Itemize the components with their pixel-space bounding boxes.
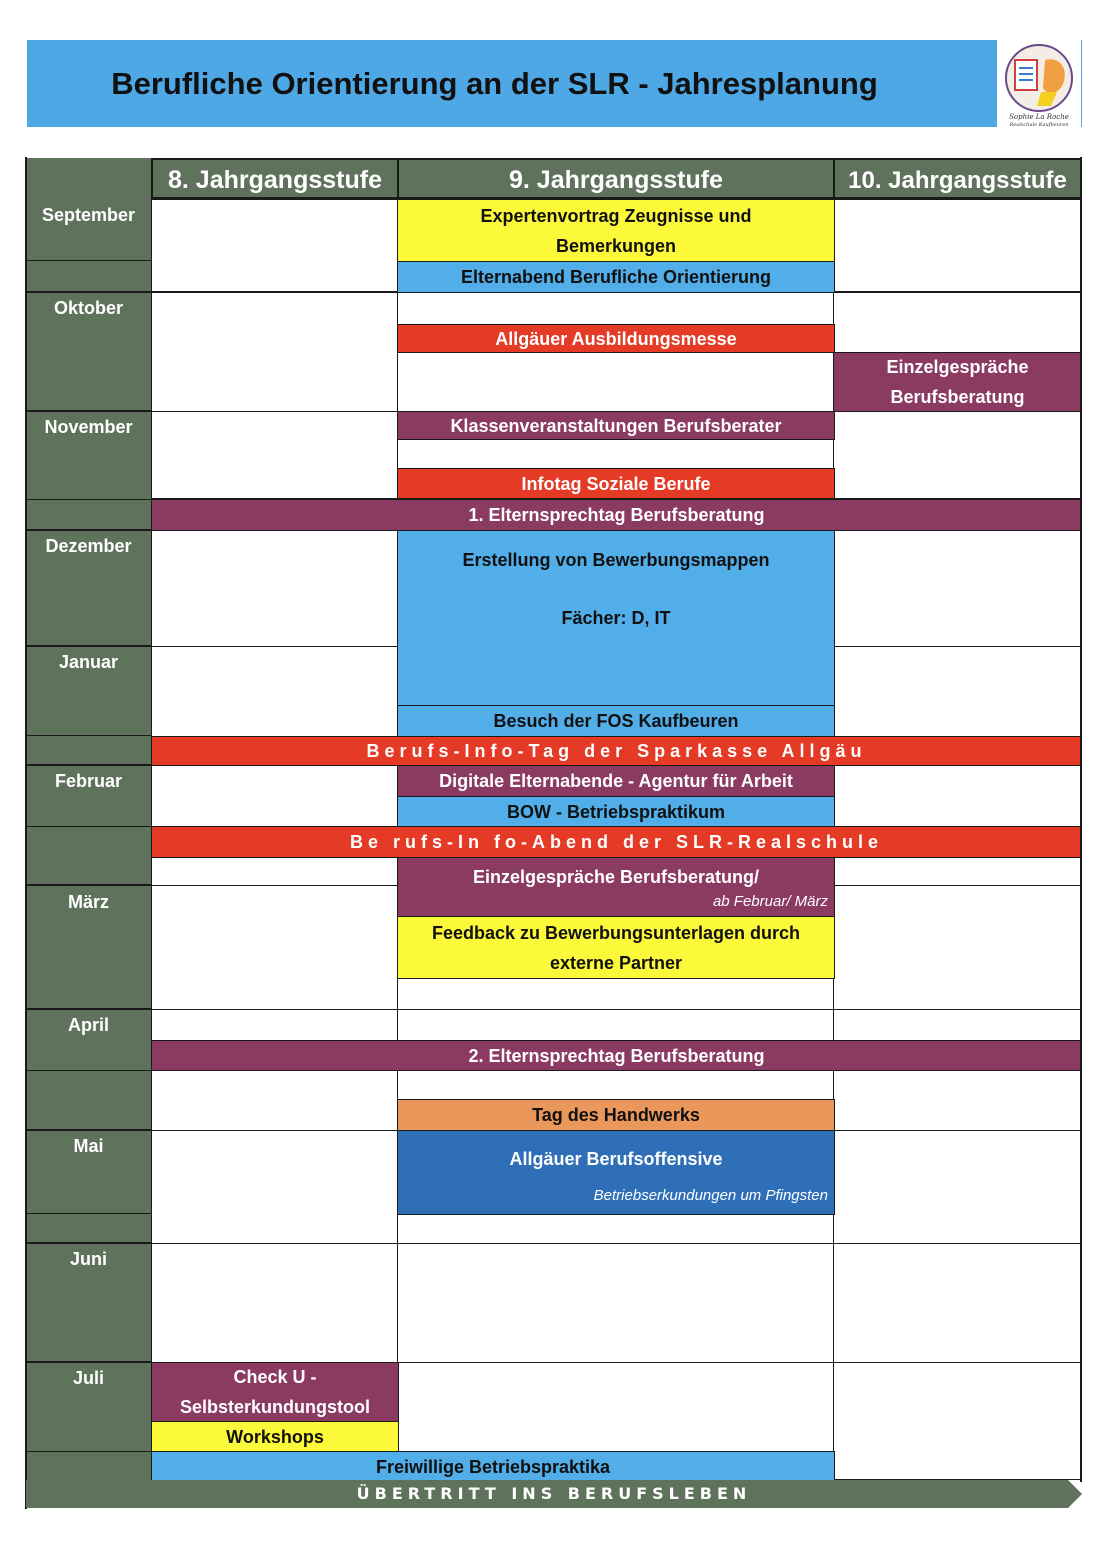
- cell-10-mai: [833, 1130, 1082, 1244]
- cell-10-februar: [833, 765, 1082, 827]
- cell-8-juni: [151, 1243, 399, 1363]
- cell-10-januar: [833, 646, 1082, 737]
- cell-10-juli: [833, 1362, 1082, 1480]
- cell-8-april-end: [151, 1070, 399, 1131]
- event-elternsprechtag-1: 1. Elternsprechtag Berufsberatung: [151, 499, 1082, 531]
- cell-8-februar: [151, 765, 399, 827]
- event-feedback: Feedback zu Bewerbungsunterlagen durch externe Partner: [397, 916, 835, 979]
- month-april: April: [67, 1015, 109, 1035]
- column-header-8: 8. Jahrgangsstufe: [151, 158, 399, 199]
- event-infotag: Infotag Soziale Berufe: [397, 468, 835, 499]
- event-sparkasse: Berufs-Info-Tag der Sparkasse Allgäu: [151, 736, 1082, 766]
- event-expertenvortrag: Expertenvortrag Zeugnisse und Bemerkungen: [397, 199, 835, 262]
- event-bow: BOW - Betriebspraktikum: [397, 796, 835, 827]
- event-betriebspraktika: Freiwillige Betriebspraktika: [151, 1451, 835, 1482]
- cell-8-april: [151, 1009, 399, 1041]
- column-header-10: 10. Jahrgangsstufe: [833, 158, 1082, 199]
- event-check-u: Check U - Selbsterkundungstool: [151, 1362, 399, 1422]
- month-september: September: [41, 205, 136, 225]
- month-dezember: Dezember: [45, 536, 132, 556]
- footer-text: ÜBERTRITT INS BERUFSLEBEN: [356, 1484, 752, 1503]
- event-elternsprechtag-2: 2. Elternsprechtag Berufsberatung: [151, 1040, 1082, 1071]
- cell-8-november: [151, 411, 399, 499]
- cell-8-dezember: [151, 530, 399, 647]
- logo-text-2: Realschule Kaufbeuren: [1009, 122, 1069, 127]
- cell-8-september: [151, 199, 399, 292]
- event-tag-des-handwerks: Tag des Handwerks: [397, 1099, 835, 1131]
- cell-9-juli: [397, 1362, 835, 1452]
- cell-8-mai: [151, 1130, 399, 1244]
- event-berufsoffensive: Allgäuer Berufsoffensive Betriebserkundungen um Pfingsten: [397, 1130, 835, 1215]
- cell-10-november: [833, 411, 1082, 499]
- cell-10-april-end: [833, 1070, 1082, 1131]
- month-juli: Juli: [72, 1368, 104, 1388]
- page-title: Berufliche Orientierung an der SLR - Jahresplanung: [111, 66, 878, 101]
- event-einzelgespraeche-9: Einzelgespräche Berufsberatung/ ab Februar/ März: [397, 857, 835, 917]
- month-mai: Mai: [73, 1136, 104, 1156]
- cell-9-april: [397, 1009, 835, 1041]
- event-bewerbungsmappen: Erstellung von Bewerbungsmappen Fächer: D, IT: [397, 530, 835, 706]
- event-digitale-elternabende: Digitale Elternabende - Agentur für Arbeit: [397, 765, 835, 797]
- event-klassenveranstaltungen: Klassenveranstaltungen Berufsberater: [397, 411, 835, 440]
- cell-9-april-end: [397, 1070, 835, 1100]
- month-januar: Januar: [58, 652, 119, 672]
- month-column: [26, 158, 151, 1508]
- cell-8-maerz: [151, 885, 399, 1010]
- cell-10-maerz: [833, 885, 1082, 1010]
- school-logo: [997, 40, 1081, 127]
- event-fos-besuch: Besuch der FOS Kaufbeuren: [397, 705, 835, 737]
- cell-10-september: [833, 199, 1082, 292]
- event-workshops: Workshops: [151, 1421, 399, 1452]
- month-oktober: Oktober: [53, 298, 123, 318]
- cell-9-november-mid: [397, 439, 835, 469]
- event-elternabend: Elternabend Berufliche Orientierung: [397, 261, 835, 293]
- cell-9-juni: [397, 1243, 835, 1363]
- cell-10-februar-end: [833, 857, 1082, 886]
- cell-9-maerz-end: [397, 978, 835, 1010]
- event-ausbildungsmesse: Allgäuer Ausbildungsmesse: [397, 324, 835, 353]
- month-februar: Februar: [54, 771, 123, 791]
- cell-10-oktober: [833, 292, 1082, 353]
- month-november: November: [44, 417, 133, 437]
- event-info-abend: Be rufs-In fo-Abend der SLR-Realschule: [151, 826, 1082, 858]
- event-einzelgespraeche-10: Einzelgespräche Berufsberatung: [833, 352, 1082, 412]
- cell-8-oktober: [151, 292, 399, 412]
- logo-text-1: Sophie La Roche: [1009, 113, 1069, 121]
- cell-8-februar-end: [151, 857, 399, 886]
- month-maerz: März: [67, 892, 109, 912]
- cell-9-oktober-top: [397, 292, 835, 325]
- cell-10-juni: [833, 1243, 1082, 1363]
- cell-10-dezember: [833, 530, 1082, 647]
- column-header-9: 9. Jahrgangsstufe: [397, 158, 835, 199]
- month-juni: Juni: [69, 1249, 107, 1269]
- cell-9-oktober-bottom: [397, 352, 835, 412]
- cell-9-mai-end: [397, 1214, 835, 1244]
- cell-8-januar: [151, 646, 399, 737]
- cell-10-april: [833, 1009, 1082, 1041]
